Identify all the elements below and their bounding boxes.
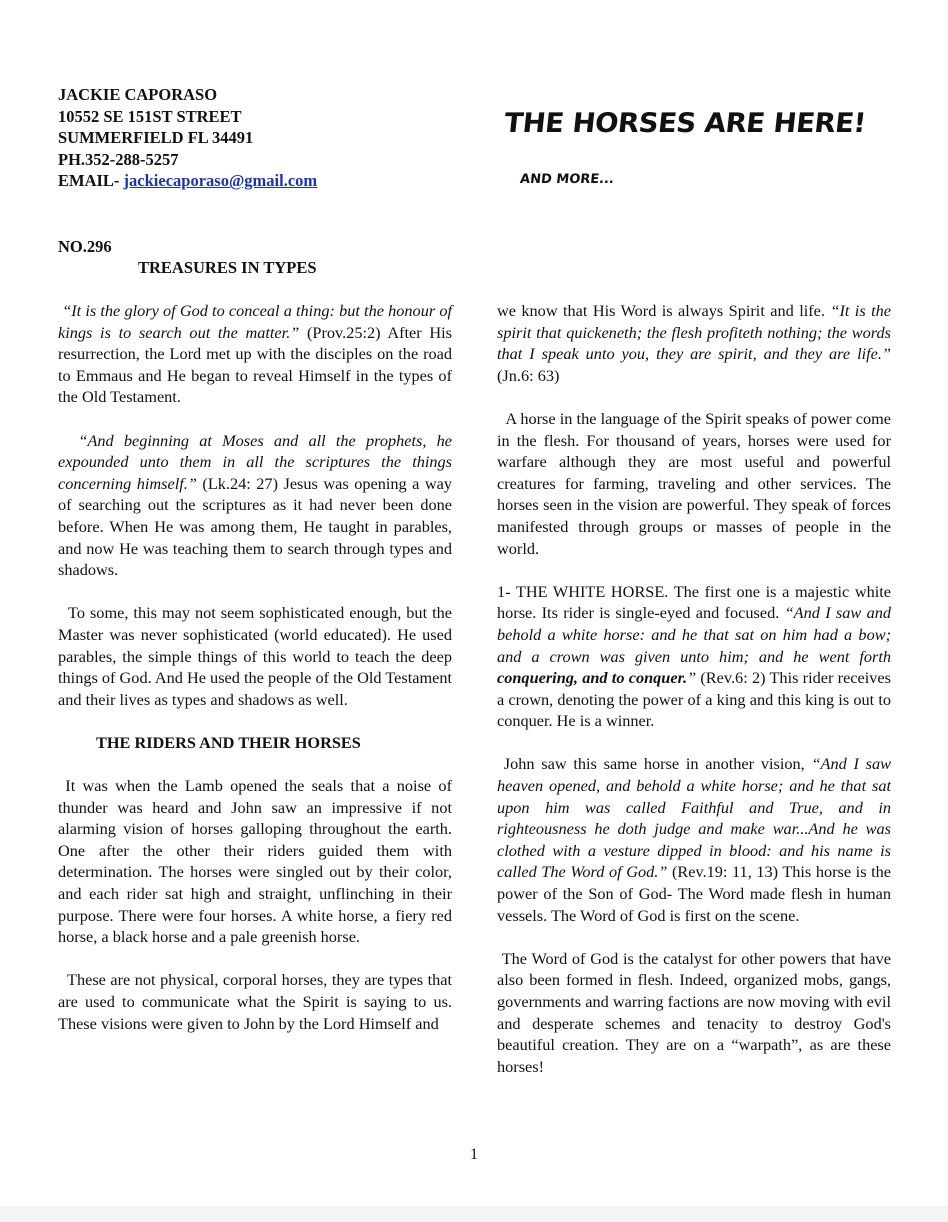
scripture-quote: “And beginning at Moses and all the prophets, he expounded unto them in all the scriptures the things concerning himself.” xyxy=(58,430,452,493)
section-heading: THE RIDERS AND THEIR HORSES xyxy=(96,732,361,752)
issue-number: NO.296 xyxy=(58,237,112,256)
scripture-quote: “It is the glory of God to conceal a thing: but the honour of kings is to search out the matter.” xyxy=(58,301,453,342)
right-column xyxy=(497,300,891,1099)
city-state-zip: SUMMERFIELD FL 34491 xyxy=(58,128,254,148)
paragraph: “And beginning at Moses and all the prophets, he expounded unto them in all the scriptures the things concerning himself.” (Lk.24: 27) Jesus was opening a way of searching out the scriptures as it had never been done before. When He was among them, He taught in parables, and now He was teaching them to search through types and shadows. xyxy=(58,430,453,580)
page-number: 1 xyxy=(470,1146,478,1163)
left-column xyxy=(58,300,452,1056)
newsletter-subhead: AND MORE... xyxy=(519,172,615,187)
phone-number: PH.352-288-5257 xyxy=(58,149,179,169)
email-label: EMAIL- xyxy=(58,171,124,191)
email-line xyxy=(58,170,317,192)
contact-block xyxy=(58,84,317,192)
scripture-quote: “It is the spirit that quickeneth; the flesh profiteth nothing; the words that I speak unto you, they are spirit, and they are life.” xyxy=(497,301,891,364)
page-bottom-strip xyxy=(0,1206,948,1222)
paragraph: It was when the Lamb opened the seals that a noise of thunder was heard and John saw an impressive if not alarming vision of horses galloping throughout the earth. One after the other their riders guided them with determination. The horses were singled out by their color, and each rider sat high and straight, unflinching in their purpose. There were four horses. A white horse, a fiery red horse, a black horse and a pale greenish horse. xyxy=(58,776,452,947)
scripture-quote: “And I saw heaven opened, and behold a white horse; and he that sat upon him was called Faithful and True, and in righteousness he doth judge and make war...And he was clothed with a vesture dipped in blood: and his name is called The Word of God.” xyxy=(497,754,891,882)
scripture-quote: “And I saw and behold a white horse: and he that sat on him had a bow; and a crown was given unto him; and he went forth conquering, and to conquer.” xyxy=(497,603,891,688)
email-link[interactable]: jackiecaporaso@gmail.com xyxy=(123,171,318,191)
paragraph: John saw this same horse in another vision, “And I saw heaven opened, and behold a white horse; and he that sat upon him was called Faithful and True, and in righteousness he doth judge and make war...And he was clothed with a vesture dipped in blood: and his name is called The Word of God.” (Rev.19: 11, 13) This horse is the power of the Son of God- The Word made flesh in human vessels. The Word of God is first on the scene. xyxy=(497,754,891,925)
paragraph: To some, this may not seem sophisticated enough, but the Master was never sophisticated (world educated). He used parables, the simple things of this world to teach the deep things of God. And He used the people of the Old Testament and their lives as types and shadows as well. xyxy=(58,603,452,709)
paragraph: The Word of God is the catalyst for other powers that have also been formed in flesh. Indeed, organized mobs, gangs, governments and warring factions are now moving with evil and desperate schemes and tenacity to destroy God's beautiful creation. They are on a “warpath”, as are these horses! xyxy=(497,948,891,1076)
paragraph: 1- THE WHITE HORSE. The first one is a majestic white horse. Its rider is single-eyed and focused. “And I saw and behold a white horse: and he that sat on him had a bow; and a crown was given unto him; and he went forth conquering, and to conquer.” (Rev.6: 2) This rider receives a crown, denoting the power of a king and this king is out to conquer. He is a winner. xyxy=(497,581,891,731)
article-title: TREASURES IN TYPES xyxy=(138,258,317,277)
paragraph: we know that His Word is always Spirit and life. “It is the spirit that quickeneth; the flesh profiteth nothing; the words that I speak unto you, they are spirit, and they are life.” (Jn.6: 63) xyxy=(497,301,891,385)
paragraph: “It is the glory of God to conceal a thing: but the honour of kings is to search out the matter.” (Prov.25:2) After His resurrection, the Lord met up with the disciples on the road to Emmaus and He began to reveal Himself in the types of the Old Testament. xyxy=(58,301,453,407)
author-name: JACKIE CAPORASO xyxy=(58,85,218,104)
newsletter-headline: THE HORSES ARE HERE! xyxy=(502,108,868,139)
street-address: 10552 SE 151ST STREET xyxy=(58,106,242,126)
paragraph: A horse in the language of the Spirit speaks of power come in the flesh. For thousand of years, horses were used for warfare although they are most useful and powerful creatures for farming, traveling and other services. The horses seen in the vision are powerful. They speak of forces manifested through groups or masses of people in the world. xyxy=(497,408,891,558)
paragraph: These are not physical, corporal horses, they are types that are used to communicate what the Spirit is saying to us. These visions were given to John by the Lord Himself and xyxy=(58,970,453,1033)
